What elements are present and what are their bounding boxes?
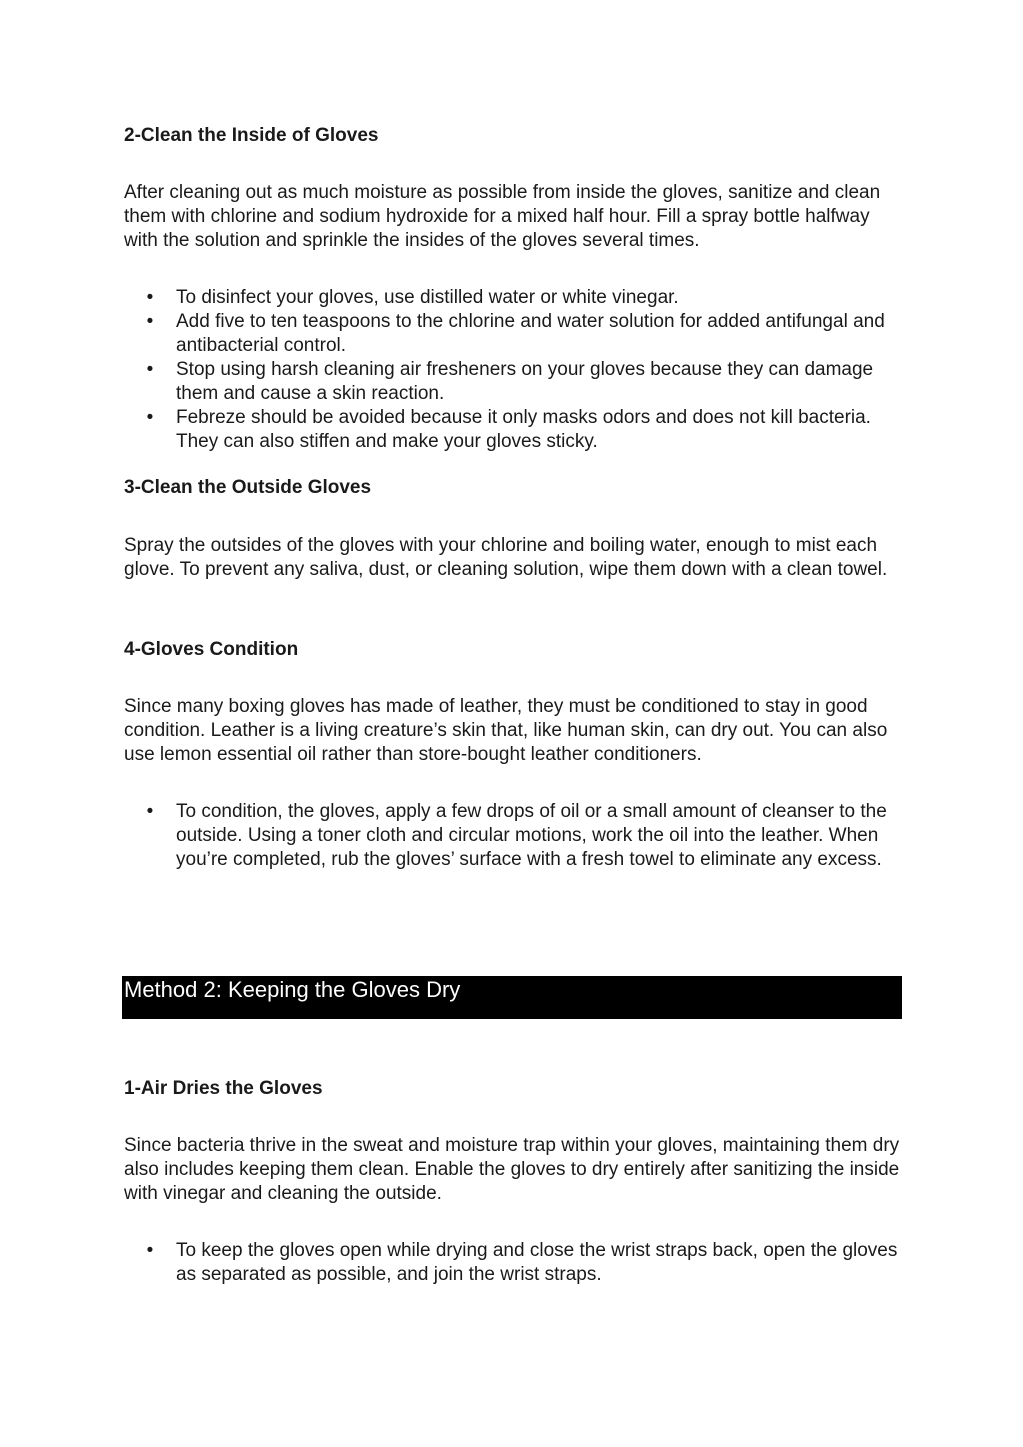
bullet-list-condition: [124, 800, 904, 872]
list-item: [124, 406, 904, 454]
list-item: [124, 286, 904, 310]
list-item: [124, 310, 904, 358]
list-item-text: To disinfect your gloves, use distilled water or white vinegar.: [176, 287, 679, 308]
bullet-icon: •: [146, 287, 154, 308]
paragraph-condition: Since many boxing gloves has made of leather, they must be conditioned to stay in good condition. Leather is a living creature’s skin that, like human skin, can dry out. You can also use lemon essential oil rather than store-bought leather conditioners.: [124, 696, 888, 765]
list-item: [124, 358, 904, 406]
list-item-text: Febreze should be avoided because it only masks odors and does not kill bacteria. They can also stiffen and make your gloves sticky.: [176, 407, 871, 452]
bullet-list-clean-inside: [124, 286, 904, 454]
list-item-text: To condition, the gloves, apply a few drops of oil or a small amount of cleanser to the outside. Using a toner cloth and circular motions, work the oil into the leather. When you’re completed, rub the gloves’ surface with a fresh towel to eliminate any excess.: [176, 801, 887, 870]
paragraph-air-dry: Since bacteria thrive in the sweat and moisture trap within your gloves, maintaining them dry also includes keeping them clean. Enable the gloves to dry entirely after sanitizing the inside with vinegar and cleaning the outside.: [124, 1135, 900, 1204]
bullet-icon: •: [146, 407, 154, 428]
section-heading-clean-inside: 2-Clean the Inside of Gloves: [124, 125, 379, 146]
list-item-text: Stop using harsh cleaning air fresheners on your gloves because they can damage them and cause a skin reaction.: [176, 359, 874, 404]
bullet-icon: •: [146, 1240, 154, 1261]
section-heading-condition: 4-Gloves Condition: [124, 639, 299, 660]
list-item-text: Add five to ten teaspoons to the chlorine and water solution for added antifungal and antibacterial control.: [176, 311, 885, 356]
list-item-text: To keep the gloves open while drying and close the wrist straps back, open the gloves as separated as possible, and join the wrist straps.: [176, 1240, 898, 1285]
paragraph-clean-outside: Spray the outsides of the gloves with your chlorine and boiling water, enough to mist each glove. To prevent any saliva, dust, or cleaning solution, wipe them down with a clean towel.: [124, 535, 888, 580]
section-heading-clean-outside: 3-Clean the Outside Gloves: [124, 477, 372, 498]
paragraph-clean-inside: After cleaning out as much moisture as possible from inside the gloves, sanitize and clean them with chlorine and sodium hydroxide for a mixed half hour. Fill a spray bottle halfway with the solution and sprinkle the insides of the gloves several times.: [124, 182, 881, 251]
method-banner: Method 2: Keeping the Gloves Dry: [122, 976, 902, 1019]
bullet-icon: •: [146, 311, 154, 332]
bullet-icon: •: [146, 801, 154, 822]
section-heading-air-dry: 1-Air Dries the Gloves: [124, 1078, 323, 1099]
list-item: [124, 800, 904, 872]
bullet-list-air-dry: [124, 1239, 904, 1287]
list-item: [124, 1239, 904, 1287]
bullet-icon: •: [146, 359, 154, 380]
